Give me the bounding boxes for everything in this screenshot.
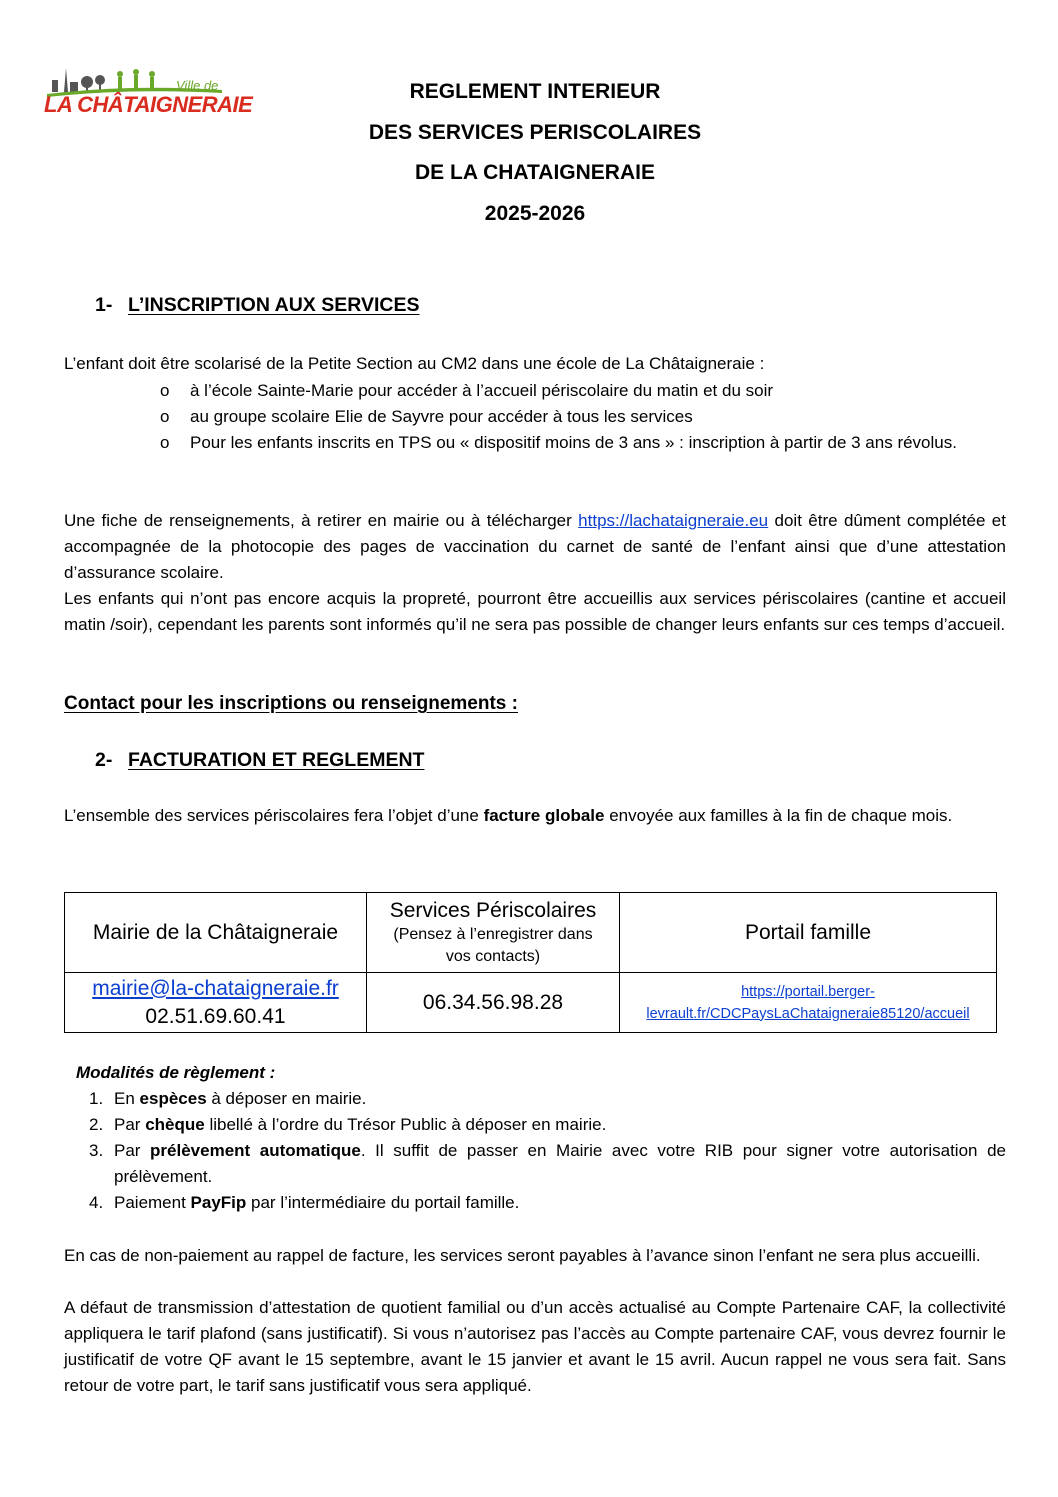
section1-number: 1- [95, 294, 113, 316]
item-text: à déposer en mairie. [206, 1089, 367, 1108]
list-item [64, 1086, 1006, 1112]
portail-link[interactable] [620, 981, 996, 1025]
title-line-2: DES SERVICES PERISCOLAIRES [368, 120, 702, 144]
item-text: par l’intermédiaire du portail famille. [246, 1193, 520, 1212]
mairie-phone: 02.51.69.60.41 [145, 1004, 286, 1028]
bold-text: facture globale [483, 806, 605, 825]
bullet-marker: o [160, 407, 170, 426]
item-bold: chèque [145, 1115, 205, 1134]
table-cell [620, 893, 997, 973]
item-text: En [114, 1089, 140, 1108]
document-title [300, 72, 770, 234]
table-row [65, 973, 997, 1033]
table-cell [367, 893, 620, 973]
section1-heading [95, 294, 419, 317]
logo-ville-de: Ville de [176, 78, 219, 93]
title-line-3: DE LA CHATAIGNERAIE [415, 161, 655, 184]
payment-heading: Modalités de règlement : [76, 1063, 276, 1082]
list-item [160, 430, 1006, 456]
table-cell [65, 893, 367, 973]
periscolaire-header: Services Périscolaires [389, 898, 597, 922]
section2-heading [95, 749, 424, 772]
bullet-marker: o [160, 381, 170, 400]
billing-intro [64, 803, 1006, 829]
bullet-marker: o [160, 433, 170, 452]
bullet-text: Pour les enfants inscrits en TPS ou « dispositif moins de 3 ans » : inscription à partir de 3 ans révolus. [190, 433, 957, 452]
list-item [160, 404, 1006, 430]
para-text: envoyée aux familles à la fin de chaque mois. [604, 806, 953, 825]
title-line-1: REGLEMENT INTERIEUR [409, 80, 661, 103]
table-cell [620, 973, 997, 1033]
item-number: 3. [89, 1141, 104, 1160]
periscolaire-subheader: (Pensez à l’enregistrer dans vos contacts) [393, 925, 593, 965]
item-text: libellé à l’ordre du Trésor Public à déposer en mairie. [204, 1115, 607, 1134]
list-item [64, 1138, 1006, 1190]
contact-heading: Contact pour les inscriptions ou renseignements : [64, 693, 518, 714]
section2-number: 2- [95, 749, 113, 771]
table-cell [367, 973, 620, 1033]
contact-table [64, 892, 997, 1033]
non-payment-paragraph: En cas de non-paiement au rappel de facture, les services seront payables à l’avance sinon l’enfant ne sera plus accueilli. [64, 1246, 981, 1265]
bullet-text: à l’école Sainte-Marie pour accéder à l’accueil périscolaire du matin et du soir [190, 381, 774, 400]
quotient-paragraph: A défaut de transmission d’attestation de quotient familial ou d’un accès actualisé au Compte Partenaire CAF, la collectivité appliquera le tarif plafond (sans justificatif). Si vous n’autorisez pas l’accès au Compte partenaire CAF, vous devrez fournir le justificatif de votre QF avant le 15 septembre, avant le 15 janvier et avant le 15 avril. Aucun rappel ne vous sera fait. Sans retour de votre part, le tarif sans justificatif vous sera appliqué. [64, 1298, 1006, 1395]
item-text: . Il suffit de passer en Mairie avec votre RIB pour signer votre autorisation de prélèvement. [114, 1141, 1006, 1186]
para-text: doit être dûment complétée et accompagnée de la photocopie des pages de vaccination du carnet de santé de l’enfant ainsi que d’une attestation d’assurance scolaire. [64, 511, 1006, 582]
section2-title: FACTURATION ET REGLEMENT [128, 749, 425, 771]
table-cell [65, 973, 367, 1033]
registration-form-paragraph [64, 508, 1006, 586]
item-bold: prélèvement automatique [150, 1141, 361, 1160]
town-logo [42, 60, 253, 124]
item-bold: PayFip [190, 1193, 247, 1212]
item-number: 4. [89, 1193, 104, 1212]
para-text: L’ensemble des services périscolaires fera l’objet d’une [64, 806, 484, 825]
section1-intro: L’enfant doit être scolarisé de la Petite Section au CM2 dans une école de La Châtaigneraie : [64, 354, 765, 373]
logo-town-name: LA CHÂTAIGNERAIE [44, 92, 253, 117]
portail-header: Portail famille [744, 920, 872, 944]
table-row [65, 893, 997, 973]
bullet-text: au groupe scolaire Elie de Sayvre pour accéder à tous les services [190, 407, 693, 426]
mairie-header: Mairie de la Châtaigneraie [92, 920, 339, 944]
list-item [64, 1190, 1006, 1216]
item-number: 2. [89, 1115, 104, 1134]
cleanliness-paragraph: Les enfants qui n’ont pas encore acquis la propreté, pourront être accueillis aux services périscolaires (cantine et accueil matin /soir), cependant les parents sont informés qu’il ne sera pas possible de changer leurs enfants sur ces temps d’accueil. [64, 589, 1006, 634]
portail-link-line2: levrault.fr/CDCPaysLaChataigneraie85120/accueil [646, 1005, 970, 1022]
section1-title: L’INSCRIPTION AUX SERVICES [128, 294, 420, 316]
item-number: 1. [89, 1089, 104, 1108]
title-line-4: 2025-2026 [484, 201, 586, 225]
item-text: Par [114, 1141, 151, 1160]
list-item [64, 1112, 1006, 1138]
item-bold: espèces [139, 1089, 207, 1108]
item-text: Par [114, 1115, 146, 1134]
para-text: Une fiche de renseignements, à retirer en mairie ou à télécharger [64, 511, 579, 530]
mairie-email-link[interactable]: mairie@la-chataigneraie.fr [92, 976, 339, 1000]
section1-bullet-list [160, 378, 1006, 456]
payment-list [64, 1086, 1006, 1216]
item-text: Paiement [114, 1193, 191, 1212]
list-item [160, 378, 1006, 404]
portail-link-line1: https://portail.berger- [741, 983, 875, 1000]
periscolaire-phone: 06.34.56.98.28 [422, 990, 564, 1014]
website-link[interactable]: https://lachataigneraie.eu [578, 511, 769, 530]
